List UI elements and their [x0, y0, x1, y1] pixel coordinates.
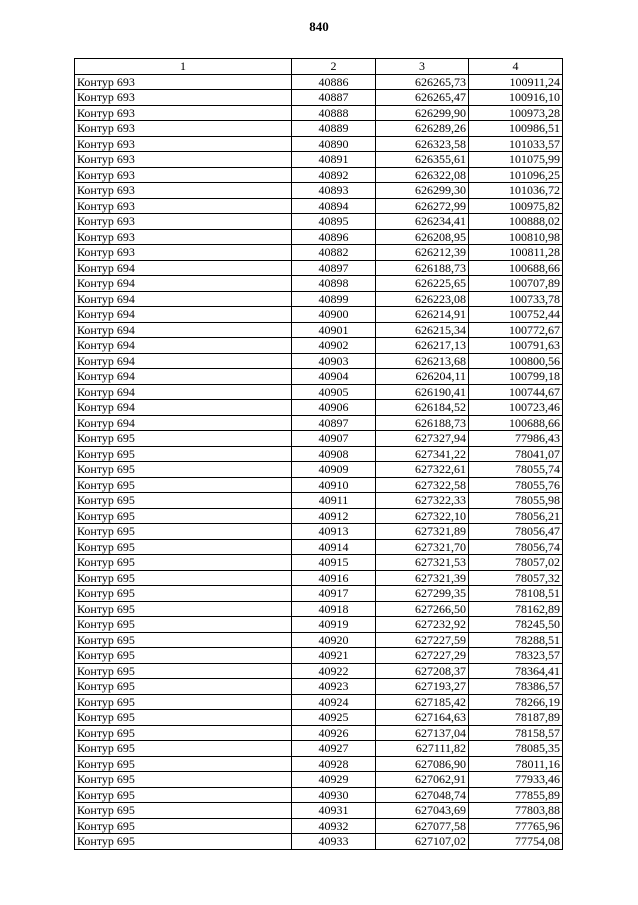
table-row: [75, 679, 563, 695]
x-coordinate-cell: 626225,65: [376, 276, 469, 292]
contour-name-cell: Контур 695: [75, 772, 292, 788]
point-number-cell: 40929: [292, 772, 376, 788]
x-coordinate-cell: 627321,53: [376, 555, 469, 571]
table-row: [75, 369, 563, 385]
y-coordinate-cell: 78187,89: [469, 710, 563, 726]
table-row: [75, 136, 563, 152]
y-coordinate-cell: 101033,57: [469, 136, 563, 152]
y-coordinate-cell: 100810,98: [469, 229, 563, 245]
table-row: [75, 493, 563, 509]
contour-name-cell: Контур 694: [75, 338, 292, 354]
table-row: [75, 90, 563, 106]
x-coordinate-cell: 626272,99: [376, 198, 469, 214]
contour-name-cell: Контур 694: [75, 276, 292, 292]
point-number-cell: 40887: [292, 90, 376, 106]
contour-name-cell: Контур 695: [75, 648, 292, 664]
point-number-cell: 40900: [292, 307, 376, 323]
table-row: [75, 803, 563, 819]
x-coordinate-cell: 627107,02: [376, 834, 469, 850]
x-coordinate-cell: 627327,94: [376, 431, 469, 447]
x-coordinate-cell: 627208,37: [376, 663, 469, 679]
table-row: [75, 167, 563, 183]
table-row: [75, 353, 563, 369]
table-row: [75, 276, 563, 292]
y-coordinate-cell: 78056,47: [469, 524, 563, 540]
point-number-cell: 40892: [292, 167, 376, 183]
table-row: [75, 245, 563, 261]
contour-name-cell: Контур 693: [75, 198, 292, 214]
table-row: [75, 648, 563, 664]
y-coordinate-cell: 100688,66: [469, 260, 563, 276]
table-row: [75, 307, 563, 323]
table-row: [75, 152, 563, 168]
table-row: [75, 260, 563, 276]
table-row: [75, 632, 563, 648]
table-row: [75, 772, 563, 788]
y-coordinate-cell: 100811,28: [469, 245, 563, 261]
x-coordinate-cell: 627321,89: [376, 524, 469, 540]
x-coordinate-cell: 626322,08: [376, 167, 469, 183]
y-coordinate-cell: 78266,19: [469, 694, 563, 710]
contour-name-cell: Контур 695: [75, 617, 292, 633]
contour-name-cell: Контур 695: [75, 601, 292, 617]
y-coordinate-cell: 78056,21: [469, 508, 563, 524]
point-number-cell: 40906: [292, 400, 376, 416]
point-number-cell: 40909: [292, 462, 376, 478]
y-coordinate-cell: 78041,07: [469, 446, 563, 462]
table-row: [75, 663, 563, 679]
point-number-cell: 40902: [292, 338, 376, 354]
point-number-cell: 40921: [292, 648, 376, 664]
table-row: [75, 121, 563, 137]
x-coordinate-cell: 626188,73: [376, 415, 469, 431]
y-coordinate-cell: 78057,02: [469, 555, 563, 571]
table-row: [75, 229, 563, 245]
contour-name-cell: Контур 693: [75, 74, 292, 90]
point-number-cell: 40897: [292, 415, 376, 431]
point-number-cell: 40907: [292, 431, 376, 447]
y-coordinate-cell: 100986,51: [469, 121, 563, 137]
contour-name-cell: Контур 695: [75, 679, 292, 695]
contour-name-cell: Контур 695: [75, 787, 292, 803]
x-coordinate-cell: 626265,73: [376, 74, 469, 90]
y-coordinate-cell: 78108,51: [469, 586, 563, 602]
contour-name-cell: Контур 694: [75, 307, 292, 323]
point-number-cell: 40913: [292, 524, 376, 540]
y-coordinate-cell: 100800,56: [469, 353, 563, 369]
x-coordinate-cell: 627322,33: [376, 493, 469, 509]
point-number-cell: 40911: [292, 493, 376, 509]
y-coordinate-cell: 78245,50: [469, 617, 563, 633]
y-coordinate-cell: 100973,28: [469, 105, 563, 121]
contour-name-cell: Контур 695: [75, 586, 292, 602]
y-coordinate-cell: 100744,67: [469, 384, 563, 400]
table-row: [75, 400, 563, 416]
y-coordinate-cell: 100733,78: [469, 291, 563, 307]
contour-name-cell: Контур 694: [75, 400, 292, 416]
contour-name-cell: Контур 695: [75, 834, 292, 850]
contour-name-cell: Контур 695: [75, 741, 292, 757]
table-row: [75, 446, 563, 462]
table-row: [75, 555, 563, 571]
contour-name-cell: Контур 694: [75, 353, 292, 369]
point-number-cell: 40905: [292, 384, 376, 400]
table-row: [75, 741, 563, 757]
x-coordinate-cell: 627321,39: [376, 570, 469, 586]
y-coordinate-cell: 78055,98: [469, 493, 563, 509]
contour-name-cell: Контур 693: [75, 229, 292, 245]
x-coordinate-cell: 627137,04: [376, 725, 469, 741]
coordinates-table: [74, 58, 563, 850]
point-number-cell: 40903: [292, 353, 376, 369]
column-header-3: 3: [376, 59, 469, 75]
contour-name-cell: Контур 694: [75, 260, 292, 276]
x-coordinate-cell: 626213,68: [376, 353, 469, 369]
x-coordinate-cell: 626204,11: [376, 369, 469, 385]
contour-name-cell: Контур 695: [75, 555, 292, 571]
point-number-cell: 40928: [292, 756, 376, 772]
x-coordinate-cell: 627299,35: [376, 586, 469, 602]
x-coordinate-cell: 627164,63: [376, 710, 469, 726]
point-number-cell: 40896: [292, 229, 376, 245]
table-row: [75, 617, 563, 633]
table-row: [75, 756, 563, 772]
y-coordinate-cell: 100723,46: [469, 400, 563, 416]
x-coordinate-cell: 627227,59: [376, 632, 469, 648]
table-row: [75, 198, 563, 214]
table-row: [75, 524, 563, 540]
y-coordinate-cell: 100752,44: [469, 307, 563, 323]
contour-name-cell: Контур 694: [75, 384, 292, 400]
y-coordinate-cell: 77855,89: [469, 787, 563, 803]
y-coordinate-cell: 78162,89: [469, 601, 563, 617]
x-coordinate-cell: 627185,42: [376, 694, 469, 710]
y-coordinate-cell: 78386,57: [469, 679, 563, 695]
point-number-cell: 40901: [292, 322, 376, 338]
contour-name-cell: Контур 695: [75, 818, 292, 834]
x-coordinate-cell: 626217,13: [376, 338, 469, 354]
contour-name-cell: Контур 695: [75, 508, 292, 524]
x-coordinate-cell: 627341,22: [376, 446, 469, 462]
contour-name-cell: Контур 695: [75, 431, 292, 447]
column-header-1: 1: [75, 59, 292, 75]
x-coordinate-cell: 627322,10: [376, 508, 469, 524]
y-coordinate-cell: 78056,74: [469, 539, 563, 555]
page-number: 840: [309, 19, 329, 34]
x-coordinate-cell: 626355,61: [376, 152, 469, 168]
point-number-cell: 40890: [292, 136, 376, 152]
contour-name-cell: Контур 695: [75, 539, 292, 555]
column-header-2: 2: [292, 59, 376, 75]
point-number-cell: 40899: [292, 291, 376, 307]
contour-name-cell: Контур 695: [75, 710, 292, 726]
x-coordinate-cell: 627062,91: [376, 772, 469, 788]
point-number-cell: 40926: [292, 725, 376, 741]
y-coordinate-cell: 100975,82: [469, 198, 563, 214]
point-number-cell: 40918: [292, 601, 376, 617]
x-coordinate-cell: 627048,74: [376, 787, 469, 803]
x-coordinate-cell: 626289,26: [376, 121, 469, 137]
x-coordinate-cell: 627322,61: [376, 462, 469, 478]
y-coordinate-cell: 78158,57: [469, 725, 563, 741]
table-row: [75, 462, 563, 478]
x-coordinate-cell: 627077,58: [376, 818, 469, 834]
point-number-cell: 40904: [292, 369, 376, 385]
contour-name-cell: Контур 693: [75, 136, 292, 152]
y-coordinate-cell: 78057,32: [469, 570, 563, 586]
table-row: [75, 183, 563, 199]
contour-name-cell: Контур 694: [75, 322, 292, 338]
point-number-cell: 40908: [292, 446, 376, 462]
point-number-cell: 40924: [292, 694, 376, 710]
table-row: [75, 415, 563, 431]
y-coordinate-cell: 100707,89: [469, 276, 563, 292]
contour-name-cell: Контур 693: [75, 121, 292, 137]
point-number-cell: 40910: [292, 477, 376, 493]
x-coordinate-cell: 626265,47: [376, 90, 469, 106]
point-number-cell: 40915: [292, 555, 376, 571]
y-coordinate-cell: 77803,88: [469, 803, 563, 819]
y-coordinate-cell: 78364,41: [469, 663, 563, 679]
table-row: [75, 601, 563, 617]
contour-name-cell: Контур 694: [75, 291, 292, 307]
contour-name-cell: Контур 693: [75, 167, 292, 183]
contour-name-cell: Контур 693: [75, 214, 292, 230]
x-coordinate-cell: 627193,27: [376, 679, 469, 695]
point-number-cell: 40917: [292, 586, 376, 602]
contour-name-cell: Контур 695: [75, 462, 292, 478]
y-coordinate-cell: 78055,74: [469, 462, 563, 478]
point-number-cell: 40920: [292, 632, 376, 648]
table-row: [75, 710, 563, 726]
point-number-cell: 40888: [292, 105, 376, 121]
y-coordinate-cell: 77986,43: [469, 431, 563, 447]
point-number-cell: 40916: [292, 570, 376, 586]
contour-name-cell: Контур 695: [75, 694, 292, 710]
contour-name-cell: Контур 693: [75, 152, 292, 168]
contour-name-cell: Контур 695: [75, 524, 292, 540]
y-coordinate-cell: 78011,16: [469, 756, 563, 772]
point-number-cell: 40889: [292, 121, 376, 137]
point-number-cell: 40895: [292, 214, 376, 230]
x-coordinate-cell: 627043,69: [376, 803, 469, 819]
y-coordinate-cell: 100791,63: [469, 338, 563, 354]
table-row: [75, 694, 563, 710]
x-coordinate-cell: 626214,91: [376, 307, 469, 323]
table-body: [75, 74, 563, 849]
x-coordinate-cell: 626190,41: [376, 384, 469, 400]
point-number-cell: 40893: [292, 183, 376, 199]
point-number-cell: 40933: [292, 834, 376, 850]
x-coordinate-cell: 626223,08: [376, 291, 469, 307]
y-coordinate-cell: 101075,99: [469, 152, 563, 168]
table-row: [75, 338, 563, 354]
contour-name-cell: Контур 694: [75, 415, 292, 431]
y-coordinate-cell: 101096,25: [469, 167, 563, 183]
table-header-row: [75, 59, 563, 75]
x-coordinate-cell: 627322,58: [376, 477, 469, 493]
y-coordinate-cell: 77765,96: [469, 818, 563, 834]
x-coordinate-cell: 626208,95: [376, 229, 469, 245]
contour-name-cell: Контур 695: [75, 663, 292, 679]
y-coordinate-cell: 78323,57: [469, 648, 563, 664]
table-row: [75, 105, 563, 121]
y-coordinate-cell: 100916,10: [469, 90, 563, 106]
contour-name-cell: Контур 693: [75, 105, 292, 121]
point-number-cell: 40932: [292, 818, 376, 834]
point-number-cell: 40912: [292, 508, 376, 524]
contour-name-cell: Контур 695: [75, 477, 292, 493]
table-row: [75, 586, 563, 602]
table-row: [75, 725, 563, 741]
y-coordinate-cell: 100772,67: [469, 322, 563, 338]
contour-name-cell: Контур 695: [75, 493, 292, 509]
table-row: [75, 834, 563, 850]
point-number-cell: 40891: [292, 152, 376, 168]
table-row: [75, 787, 563, 803]
y-coordinate-cell: 78055,76: [469, 477, 563, 493]
x-coordinate-cell: 626215,34: [376, 322, 469, 338]
contour-name-cell: Контур 695: [75, 803, 292, 819]
point-number-cell: 40930: [292, 787, 376, 803]
x-coordinate-cell: 626184,52: [376, 400, 469, 416]
x-coordinate-cell: 627086,90: [376, 756, 469, 772]
y-coordinate-cell: 78288,51: [469, 632, 563, 648]
point-number-cell: 40925: [292, 710, 376, 726]
table-row: [75, 322, 563, 338]
table-row: [75, 508, 563, 524]
table-row: [75, 291, 563, 307]
x-coordinate-cell: 627227,29: [376, 648, 469, 664]
contour-name-cell: Контур 695: [75, 725, 292, 741]
contour-name-cell: Контур 693: [75, 90, 292, 106]
contour-name-cell: Контур 693: [75, 245, 292, 261]
table-row: [75, 384, 563, 400]
table-row: [75, 539, 563, 555]
point-number-cell: 40886: [292, 74, 376, 90]
y-coordinate-cell: 100799,18: [469, 369, 563, 385]
x-coordinate-cell: 626323,58: [376, 136, 469, 152]
contour-name-cell: Контур 695: [75, 446, 292, 462]
y-coordinate-cell: 100888,02: [469, 214, 563, 230]
column-header-4: 4: [469, 59, 563, 75]
point-number-cell: 40923: [292, 679, 376, 695]
x-coordinate-cell: 626299,30: [376, 183, 469, 199]
table-row: [75, 570, 563, 586]
point-number-cell: 40927: [292, 741, 376, 757]
x-coordinate-cell: 627266,50: [376, 601, 469, 617]
y-coordinate-cell: 100688,66: [469, 415, 563, 431]
point-number-cell: 40922: [292, 663, 376, 679]
point-number-cell: 40898: [292, 276, 376, 292]
x-coordinate-cell: 626299,90: [376, 105, 469, 121]
x-coordinate-cell: 626188,73: [376, 260, 469, 276]
table-row: [75, 74, 563, 90]
table-row: [75, 477, 563, 493]
point-number-cell: 40897: [292, 260, 376, 276]
x-coordinate-cell: 626212,39: [376, 245, 469, 261]
table-row: [75, 818, 563, 834]
point-number-cell: 40931: [292, 803, 376, 819]
x-coordinate-cell: 626234,41: [376, 214, 469, 230]
y-coordinate-cell: 100911,24: [469, 74, 563, 90]
y-coordinate-cell: 77933,46: [469, 772, 563, 788]
x-coordinate-cell: 627232,92: [376, 617, 469, 633]
point-number-cell: 40914: [292, 539, 376, 555]
point-number-cell: 40894: [292, 198, 376, 214]
y-coordinate-cell: 77754,08: [469, 834, 563, 850]
contour-name-cell: Контур 694: [75, 369, 292, 385]
table-row: [75, 214, 563, 230]
table-row: [75, 431, 563, 447]
x-coordinate-cell: 627111,82: [376, 741, 469, 757]
point-number-cell: 40882: [292, 245, 376, 261]
contour-name-cell: Контур 693: [75, 183, 292, 199]
contour-name-cell: Контур 695: [75, 756, 292, 772]
x-coordinate-cell: 627321,70: [376, 539, 469, 555]
y-coordinate-cell: 101036,72: [469, 183, 563, 199]
y-coordinate-cell: 78085,35: [469, 741, 563, 757]
contour-name-cell: Контур 695: [75, 570, 292, 586]
contour-name-cell: Контур 695: [75, 632, 292, 648]
point-number-cell: 40919: [292, 617, 376, 633]
